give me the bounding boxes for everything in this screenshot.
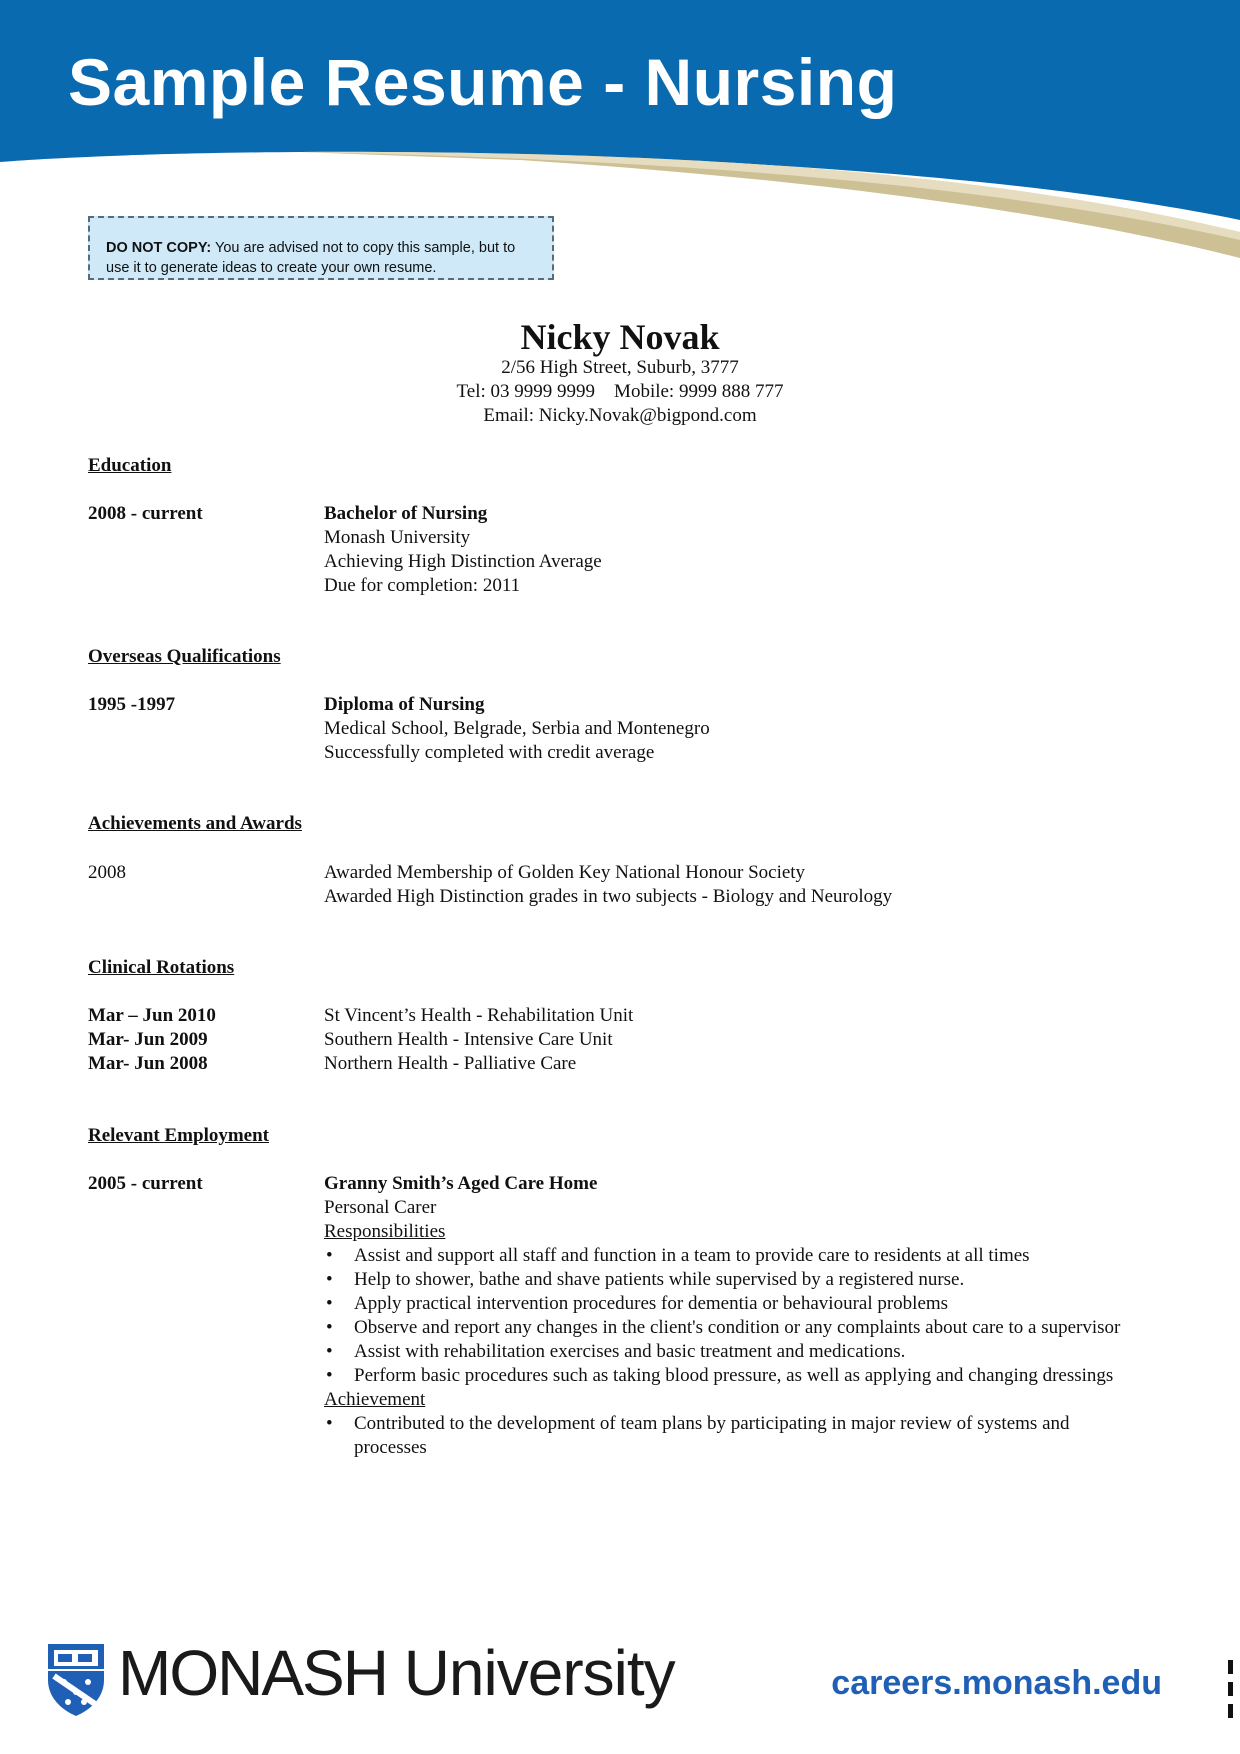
bullet-icon: • (326, 1413, 333, 1434)
overseas-date: 1995 -1997 (88, 694, 176, 715)
bullet-icon: • (326, 1245, 333, 1266)
clinical-date-1: Mar – Jun 2010 (88, 1005, 216, 1026)
list-item: • Contributed to the development of team plans by participating in major review of systems and processes (326, 1413, 1070, 1458)
education-degree: Bachelor of Nursing (324, 503, 488, 524)
education-date: 2008 - current (88, 503, 203, 524)
clinical-heading: Clinical Rotations (88, 957, 235, 978)
overseas-institution: Medical School, Belgrade, Serbia and Montenegro (324, 718, 710, 739)
bullet-icon: • (326, 1269, 333, 1290)
clinical-date-2: Mar- Jun 2009 (88, 1029, 208, 1050)
candidate-name: Nicky Novak (520, 317, 720, 357)
clinical-dates (88, 1004, 216, 1076)
education-detail2: Due for completion: 2011 (324, 575, 521, 596)
candidate-phone: Tel: 03 9999 9999 Mobile: 9999 888 777 (456, 381, 784, 402)
university-word: University (386, 1637, 675, 1709)
careers-link[interactable]: careers.monash.edu (831, 1664, 1162, 1702)
responsibilities-label: Responsibilities (324, 1221, 446, 1242)
employment-date: 2005 - current (88, 1173, 203, 1194)
education-institution: Monash University (324, 527, 471, 548)
clinical-place-3: Northern Health - Palliative Care (324, 1053, 577, 1074)
candidate-address: 2/56 High Street, Suburb, 3777 (501, 357, 739, 378)
bullet-icon: • (326, 1317, 333, 1338)
overseas-details (324, 693, 1154, 765)
monash-university-wordmark (118, 1636, 675, 1710)
list-item: • Assist and support all staff and function in a team to provide care to residents at all times (326, 1245, 1030, 1266)
education-detail1: Achieving High Distinction Average (324, 551, 602, 572)
employment-role: Personal Carer (324, 1197, 437, 1218)
list-item: • Perform basic procedures such as taking blood pressure, as well as applying and changing dressings (326, 1365, 1114, 1386)
overseas-detail: Successfully completed with credit average (324, 742, 655, 763)
clinical-place-1: St Vincent’s Health - Rehabilitation Unit (324, 1005, 634, 1026)
bullet-icon: • (326, 1293, 333, 1314)
notice-text-line2: use it to generate ideas to create your own resume. (106, 260, 437, 276)
bullet-icon: • (326, 1341, 333, 1362)
clinical-date-3: Mar- Jun 2008 (88, 1053, 208, 1074)
achievement-item-1: Awarded Membership of Golden Key National Honour Society (324, 862, 806, 883)
clinical-place-2: Southern Health - Intensive Care Unit (324, 1029, 613, 1050)
page-edge-mark (1228, 1660, 1233, 1724)
bullet-icon: • (326, 1365, 333, 1386)
notice-label: DO NOT COPY: (106, 240, 212, 256)
achievement-label: Achievement (324, 1389, 426, 1410)
list-item: • Help to shower, bathe and shave patients while supervised by a registered nurse. (326, 1269, 965, 1290)
achievements-date: 2008 (88, 862, 126, 883)
monash-word: MONASH (118, 1637, 387, 1709)
do-not-copy-notice (88, 216, 554, 280)
achievements-details (324, 861, 1154, 909)
notice-text-line1: You are advised not to copy this sample, but to (211, 240, 516, 256)
employment-heading: Relevant Employment (88, 1125, 270, 1146)
overseas-heading: Overseas Qualifications (88, 646, 281, 667)
list-item: • Observe and report any changes in the client's condition or any complaints about care to a supervisor (326, 1317, 1121, 1338)
achievement-item-2: Awarded High Distinction grades in two subjects - Biology and Neurology (324, 886, 893, 907)
document-title: Sample Resume - Nursing (68, 45, 898, 119)
clinical-places (324, 1004, 1154, 1076)
employment-achievements-list (324, 1412, 1144, 1460)
education-heading: Education (88, 455, 172, 476)
list-item: • Assist with rehabilitation exercises and basic treatment and medications. (326, 1341, 906, 1362)
overseas-degree: Diploma of Nursing (324, 694, 485, 715)
list-item: • Apply practical intervention procedures for dementia or behavioural problems (326, 1293, 949, 1314)
monash-crest-icon (44, 1640, 108, 1718)
education-details (324, 502, 1154, 598)
employment-details (324, 1172, 1144, 1460)
candidate-email: Email: Nicky.Novak@bigpond.com (483, 405, 757, 426)
employer-name: Granny Smith’s Aged Care Home (324, 1173, 598, 1194)
responsibilities-list (324, 1244, 1144, 1388)
achievements-heading: Achievements and Awards (88, 813, 302, 834)
